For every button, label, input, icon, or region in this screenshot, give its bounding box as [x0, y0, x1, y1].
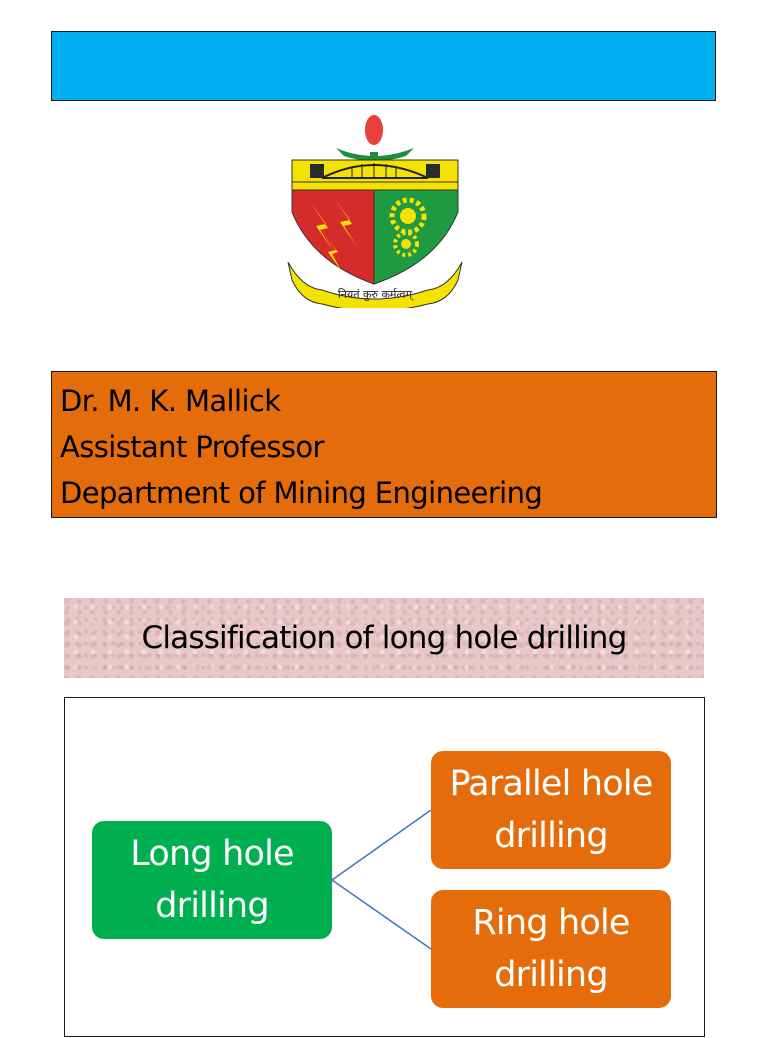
connector-to-ring [332, 880, 431, 949]
author-designation: Assistant Professor [60, 430, 324, 464]
node-long-hole-drilling-label: Long hole drilling [130, 834, 294, 926]
slide-title-band [64, 598, 704, 678]
slide-title: Classification of long hole drilling [141, 620, 627, 656]
author-name: Dr. M. K. Mallick [60, 384, 281, 418]
author-info-box [51, 371, 717, 518]
emblem-motto: नियतं कुरु कर्मत्वम् [337, 288, 413, 301]
classification-diagram [64, 697, 705, 1037]
institute-crest-icon [282, 112, 468, 308]
node-parallel-hole-drilling [431, 751, 671, 869]
connector-to-parallel [332, 810, 431, 880]
author-department: Department of Mining Engineering [60, 476, 543, 510]
node-ring-hole-drilling [431, 890, 671, 1008]
node-long-hole-drilling [92, 821, 332, 939]
node-parallel-hole-drilling-label: Parallel hole drilling [449, 764, 653, 856]
header-bar [51, 31, 716, 101]
node-ring-hole-drilling-label: Ring hole drilling [472, 903, 630, 995]
